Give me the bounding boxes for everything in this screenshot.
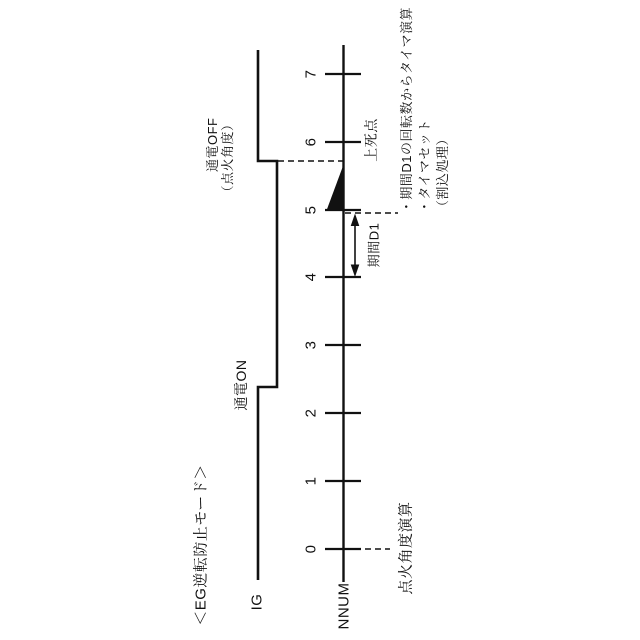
ignition-timing-wedge (327, 162, 345, 211)
axis-label: NNUM (335, 582, 353, 630)
tick-label-3: 3 (302, 340, 320, 350)
tick-label-1: 1 (302, 476, 320, 486)
ig-waveform (258, 50, 277, 580)
tick-label-5: 5 (302, 205, 320, 215)
energize-on-label: 通電ON (233, 359, 250, 411)
annotation-line3: （割込処理） (435, 132, 450, 214)
period-d1-arrow (351, 214, 360, 278)
energize-off-line2: （点火角度） (220, 117, 235, 199)
tick-label-4: 4 (302, 272, 320, 282)
tick-label-2: 2 (302, 408, 320, 418)
tdc-label: 上死点 (363, 118, 380, 162)
tick-label-6: 6 (302, 137, 320, 147)
period-d1-label: 期間D1 (366, 222, 382, 268)
ig-signal-label: IG (248, 593, 266, 611)
annotation-line2: ・タイマセット (417, 118, 432, 214)
tick-label-0: 0 (302, 544, 320, 554)
tick-label-7: 7 (302, 69, 320, 79)
arrowhead-down-icon (351, 265, 360, 278)
annotation-line1: ・期間D1の回転数からタイマ演算 (399, 6, 414, 214)
figure-title: ＜EG逆転防止モード＞ (192, 464, 210, 626)
arrowhead-up-icon (351, 214, 360, 227)
ignition-angle-calc-label: 点火角度演算 (397, 501, 415, 595)
energize-off-line1: 通電OFF (205, 117, 220, 172)
interrupt-annotation (398, 7, 452, 213)
energize-off-label (205, 117, 235, 198)
